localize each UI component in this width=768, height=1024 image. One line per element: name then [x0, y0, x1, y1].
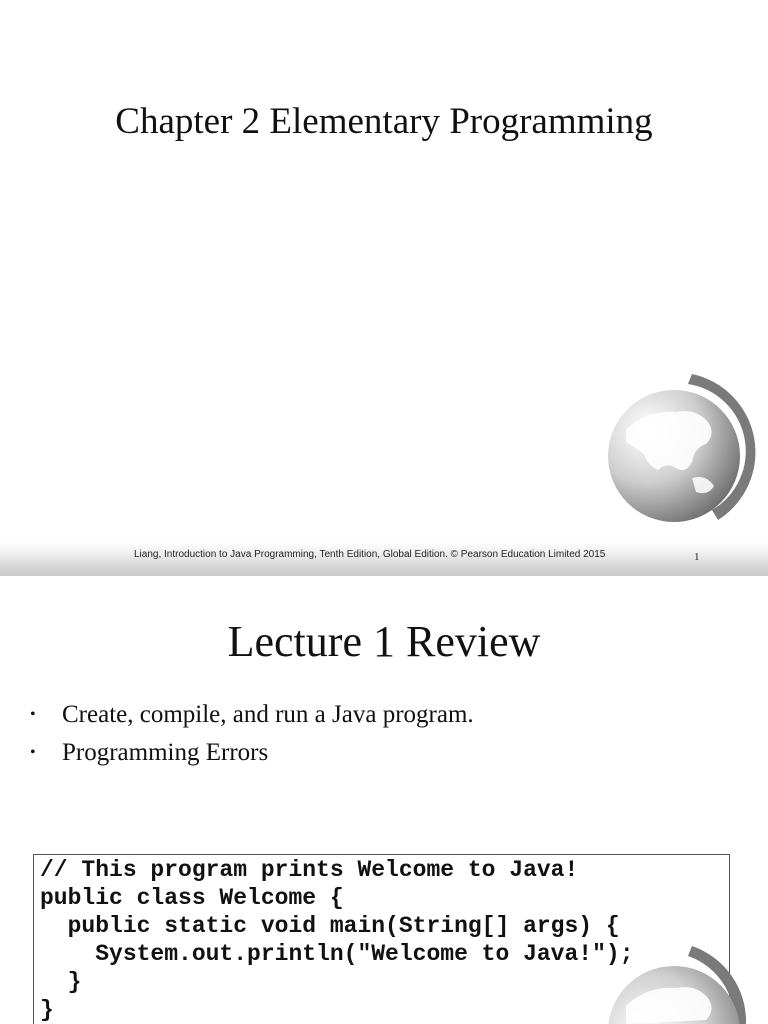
code-line: public class Welcome { — [40, 885, 344, 911]
code-line: } — [40, 969, 82, 995]
bullet-marker: • — [30, 706, 36, 723]
slide-title: Lecture 1 Review — [227, 617, 541, 666]
page-number: 1 — [694, 551, 700, 563]
code-line: } — [40, 997, 54, 1023]
bullet-text: Programming Errors — [62, 739, 269, 766]
code-line: System.out.println("Welcome to Java!"); — [40, 941, 634, 967]
footer-copyright: Liang, Introduction to Java Programming, Tenth Edition, Global Edition. © Pearson Education Limited 2015 — [134, 549, 606, 560]
bullet-text: Create, compile, and run a Java program. — [62, 701, 474, 728]
bullet-item — [30, 696, 474, 734]
bullet-list — [30, 696, 474, 772]
code-line: public static void main(String[] args) { — [40, 913, 620, 939]
bullet-marker: • — [30, 744, 36, 761]
globe-logo-icon — [596, 370, 756, 540]
slide-title: Chapter 2 Elementary Programming — [115, 101, 653, 142]
globe-logo-icon — [596, 946, 756, 1024]
code-line: // This program prints Welcome to Java! — [40, 857, 579, 883]
bullet-item — [30, 734, 474, 772]
